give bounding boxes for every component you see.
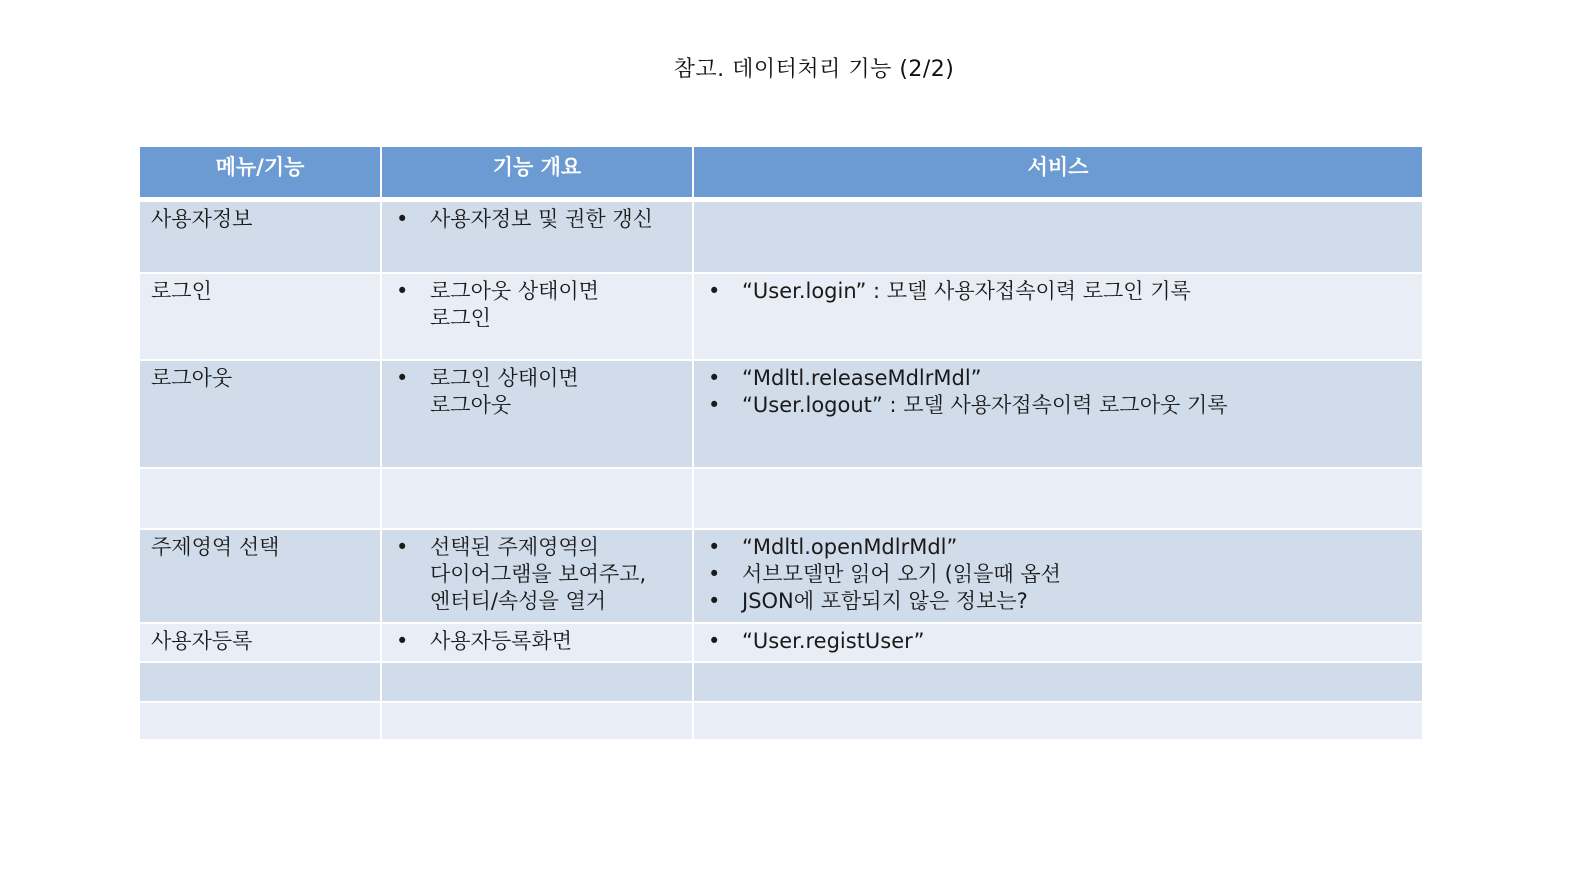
table-row — [140, 273, 1422, 360]
list-item: • 서브모델만 읽어 오기 (읽을때 옵션 — [705, 561, 1412, 588]
list-item: • 로그인 상태이면 로그아웃 — [393, 365, 682, 419]
summary-list — [393, 628, 682, 655]
cell-services — [693, 702, 1422, 740]
list-item: • “Mdltl.releaseMdlrMdl” — [705, 365, 1412, 392]
cell-services — [693, 273, 1422, 360]
list-item: • “User.registUser” — [705, 628, 1412, 655]
cell-services — [693, 360, 1422, 468]
cell-summary — [381, 702, 693, 740]
cell-menu — [140, 468, 381, 529]
list-item: • 사용자등록화면 — [393, 628, 682, 655]
cell-summary — [381, 273, 693, 360]
cell-menu: 로그인 — [140, 273, 381, 360]
page-title: 참고. 데이터처리 기능 (2/2) — [673, 57, 955, 82]
services-list — [705, 628, 1412, 655]
table-row — [140, 529, 1422, 623]
cell-services — [693, 468, 1422, 529]
list-item: • 선택된 주제영역의 다이어그램을 보여주고, 엔터티/속성을 열거 — [393, 534, 682, 615]
cell-menu: 로그아웃 — [140, 360, 381, 468]
table-row — [140, 662, 1422, 702]
cell-menu — [140, 662, 381, 702]
services-list — [705, 365, 1412, 419]
services-list — [705, 534, 1412, 615]
cell-summary — [381, 623, 693, 662]
list-item: • “User.login” : 모델 사용자접속이력 로그인 기록 — [705, 278, 1412, 305]
cell-services — [693, 623, 1422, 662]
summary-list — [393, 365, 682, 419]
cell-menu: 사용자정보 — [140, 199, 381, 273]
summary-list — [393, 534, 682, 615]
function-table — [140, 147, 1422, 741]
cell-summary — [381, 529, 693, 623]
header-summary: 기능 개요 — [381, 147, 693, 199]
list-item: • 사용자정보 및 권한 갱신 — [393, 206, 682, 233]
cell-summary — [381, 199, 693, 273]
cell-menu: 주제영역 선택 — [140, 529, 381, 623]
list-item: • “Mdltl.openMdlrMdl” — [705, 534, 1412, 561]
cell-menu — [140, 702, 381, 740]
summary-list — [393, 206, 682, 233]
cell-services — [693, 529, 1422, 623]
cell-services — [693, 199, 1422, 273]
list-item: • 로그아웃 상태이면 로그인 — [393, 278, 682, 332]
summary-list — [393, 278, 682, 332]
cell-menu: 사용자등록 — [140, 623, 381, 662]
cell-summary — [381, 468, 693, 529]
cell-summary — [381, 360, 693, 468]
services-list — [705, 278, 1412, 305]
header-menu: 메뉴/기능 — [140, 147, 381, 199]
cell-summary — [381, 662, 693, 702]
table-row — [140, 623, 1422, 662]
table-row — [140, 199, 1422, 273]
cell-services — [693, 662, 1422, 702]
list-item: • JSON에 포함되지 않은 정보는? — [705, 588, 1412, 615]
header-services: 서비스 — [693, 147, 1422, 199]
table-row — [140, 360, 1422, 468]
table-row — [140, 468, 1422, 529]
list-item: • “User.logout” : 모델 사용자접속이력 로그아웃 기록 — [705, 392, 1412, 419]
table-row — [140, 702, 1422, 740]
table-header-row — [140, 147, 1422, 199]
